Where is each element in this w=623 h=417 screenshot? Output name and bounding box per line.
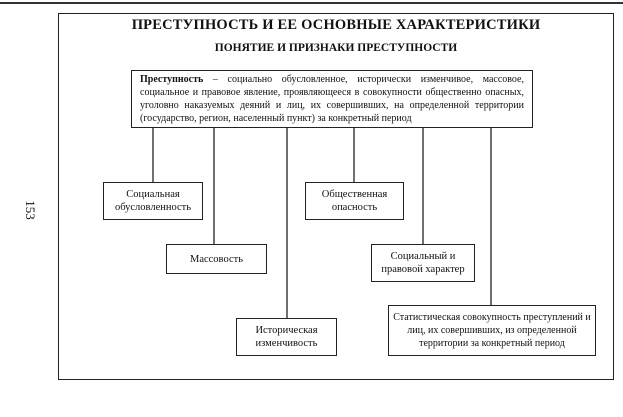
feature-historical-box bbox=[236, 318, 337, 356]
page-subtitle: ПОНЯТИЕ И ПРИЗНАКИ ПРЕСТУПНОСТИ bbox=[214, 42, 458, 54]
definition-box bbox=[131, 70, 533, 128]
feature-legal-label: Социальный и правовой характер bbox=[381, 251, 465, 275]
feature-danger-label: Общественная опасность bbox=[321, 189, 388, 213]
feature-mass-label: Массовость bbox=[189, 253, 243, 265]
page-title: ПРЕСТУПНОСТЬ И ЕЕ ОСНОВНЫЕ ХАРАКТЕРИСТИКИ bbox=[131, 17, 541, 33]
definition-text: – социально обусловленное, исторически изменчивое, массовое, социальное и правовое явление, проявляющееся в совокупности общественно опасных, уголовно наказуемых деяний и лиц, их совершивших, на определенной территории (государство, регион, населенный пункт) за конкретный период bbox=[140, 74, 524, 124]
feature-statistical-box bbox=[388, 305, 596, 356]
feature-mass-box bbox=[166, 244, 267, 274]
feature-legal-box bbox=[371, 244, 475, 282]
feature-historical-label: Историческая изменчивость bbox=[255, 325, 318, 349]
feature-social-box bbox=[103, 182, 203, 220]
feature-danger-box bbox=[305, 182, 404, 220]
page-number: 153 bbox=[22, 200, 38, 220]
definition-term: Преступность bbox=[140, 74, 204, 85]
feature-social-label: Социальная обусловленность bbox=[114, 189, 192, 213]
feature-statistical-label: Статистическая совокупность преступлений и лиц, их совершивших, из определенной территории за конкретный период bbox=[393, 312, 591, 349]
